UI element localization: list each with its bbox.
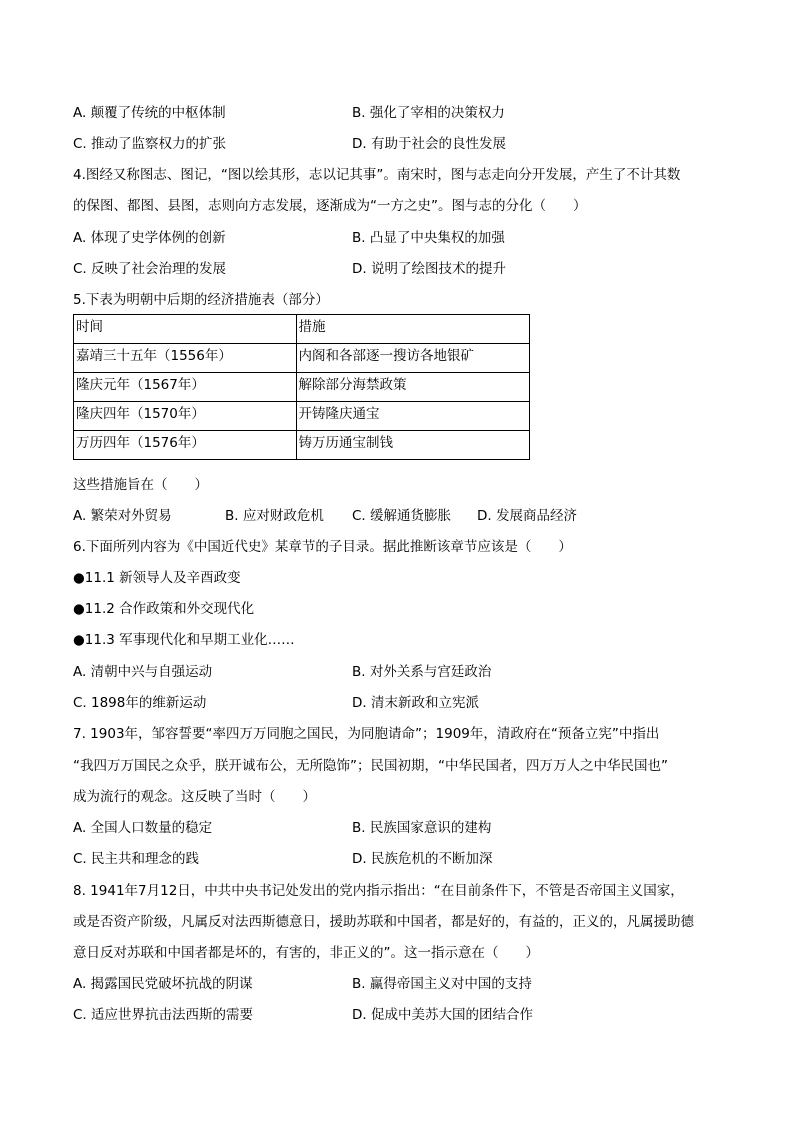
q4-option-c: C. 反映了社会治理的发展: [73, 261, 227, 277]
q3-option-d: D. 有助于社会的良性发展: [352, 136, 506, 152]
table-cell-measure: 解除部分海禁政策: [296, 373, 529, 402]
q7-option-b: B. 民族国家意识的建构: [352, 820, 492, 836]
q6-option-b: B. 对外关系与宫廷政治: [352, 664, 492, 680]
q6-list-item: ●11.1 新领导人及辛酉政变: [73, 570, 241, 586]
q3-option-a: A. 颠覆了传统的中枢体制: [73, 105, 226, 121]
q8-option-a: A. 揭露国民党破坏抗战的阴谋: [73, 976, 253, 992]
table-row: [74, 431, 530, 460]
q6-option-a: A. 清朝中兴与自强运动: [73, 664, 213, 680]
table-row: [74, 344, 530, 373]
q7-stem-line2: “我四万万国民之众乎，朕开诚布公，无所隐饰”；民国初期，“中华民国者，四万万人之中华民国也”: [73, 758, 668, 774]
table-cell-time: 万历四年（1576年）: [74, 431, 297, 460]
q8-option-d: D. 促成中美苏大国的团结合作: [352, 1007, 533, 1023]
economic-measures-table: [73, 314, 530, 460]
q6-option-c: C. 1898年的维新运动: [73, 695, 207, 711]
q8-stem-line2: 或是否资产阶级，凡属反对法西斯德意日，援助苏联和中国者，都是好的，有益的，正义的，凡属援助德: [73, 914, 694, 930]
q7-option-c: C. 民主共和理念的践: [73, 851, 200, 867]
q5-option-d: D. 发展商品经济: [477, 508, 577, 524]
q3-option-c: C. 推动了监察权力的扩张: [73, 136, 227, 152]
table-row: [74, 402, 530, 431]
q7-stem-line1: 7. 1903年，邹容誓要“率四万万同胞之国民，为同胞请命”；1909年，清政府在“预备立宪”中指出: [73, 726, 660, 742]
q6-stem: 6.下面所列内容为《中国近代史》某章节的子目录。据此推断该章节应该是（ ）: [73, 539, 572, 555]
q5-question: 这些措施旨在（ ）: [73, 477, 208, 493]
q3-option-b: B. 强化了宰相的决策权力: [352, 105, 505, 121]
q4-stem-line1: 4.图经又称图志、图记，“图以绘其形，志以记其事”。南宋时，图与志走向分开发展，产生了不计其数: [73, 167, 681, 183]
q7-option-d: D. 民族危机的不断加深: [352, 851, 493, 867]
q8-option-b: B. 赢得帝国主义对中国的支持: [352, 976, 532, 992]
table-cell-measure: 内阁和各部逐一搜访各地银矿: [296, 344, 529, 373]
q6-list-item: ●11.2 合作政策和外交现代化: [73, 601, 255, 617]
table-header-measure: 措施: [296, 315, 529, 344]
table-cell-time: 嘉靖三十五年（1556年）: [74, 344, 297, 373]
q8-stem-line3: 意日反对苏联和中国者都是坏的，有害的，非正义的”。这一指示意在（ ）: [73, 945, 539, 961]
q4-stem-line2: 的保图、都图、县图，志则向方志发展，逐渐成为“一方之史”。图与志的分化（ ）: [73, 198, 587, 214]
q8-option-c: C. 适应世界抗击法西斯的需要: [73, 1007, 254, 1023]
q4-option-a: A. 体现了史学体例的创新: [73, 230, 226, 246]
table-cell-time: 隆庆元年（1567年）: [74, 373, 297, 402]
q5-stem: 5.下表为明朝中后期的经济措施表（部分）: [73, 292, 329, 308]
q5-option-c: C. 缓解通货膨胀: [352, 508, 452, 524]
q7-option-a: A. 全国人口数量的稳定: [73, 820, 213, 836]
q7-stem-line3: 成为流行的观念。这反映了当时（ ）: [73, 789, 316, 805]
table-row: [74, 373, 530, 402]
q5-option-a: A. 繁荣对外贸易: [73, 508, 172, 524]
table-header-time: 时间: [74, 315, 297, 344]
q6-option-d: D. 清末新政和立宪派: [352, 695, 479, 711]
q5-option-b: B. 应对财政危机: [225, 508, 324, 524]
q6-list-item: ●11.3 军事现代化和早期工业化……: [73, 632, 295, 648]
table-cell-measure: 铸万历通宝制钱: [296, 431, 529, 460]
q4-option-b: B. 凸显了中央集权的加强: [352, 230, 505, 246]
table-cell-measure: 开铸隆庆通宝: [296, 402, 529, 431]
q8-stem-line1: 8. 1941年7月12日，中共中央书记处发出的党内指示指出：“在目前条件下，不管是否帝国主义国家，: [73, 883, 684, 899]
table-header-row: [74, 315, 530, 344]
table-cell-time: 隆庆四年（1570年）: [74, 402, 297, 431]
q4-option-d: D. 说明了绘图技术的提升: [352, 261, 506, 277]
